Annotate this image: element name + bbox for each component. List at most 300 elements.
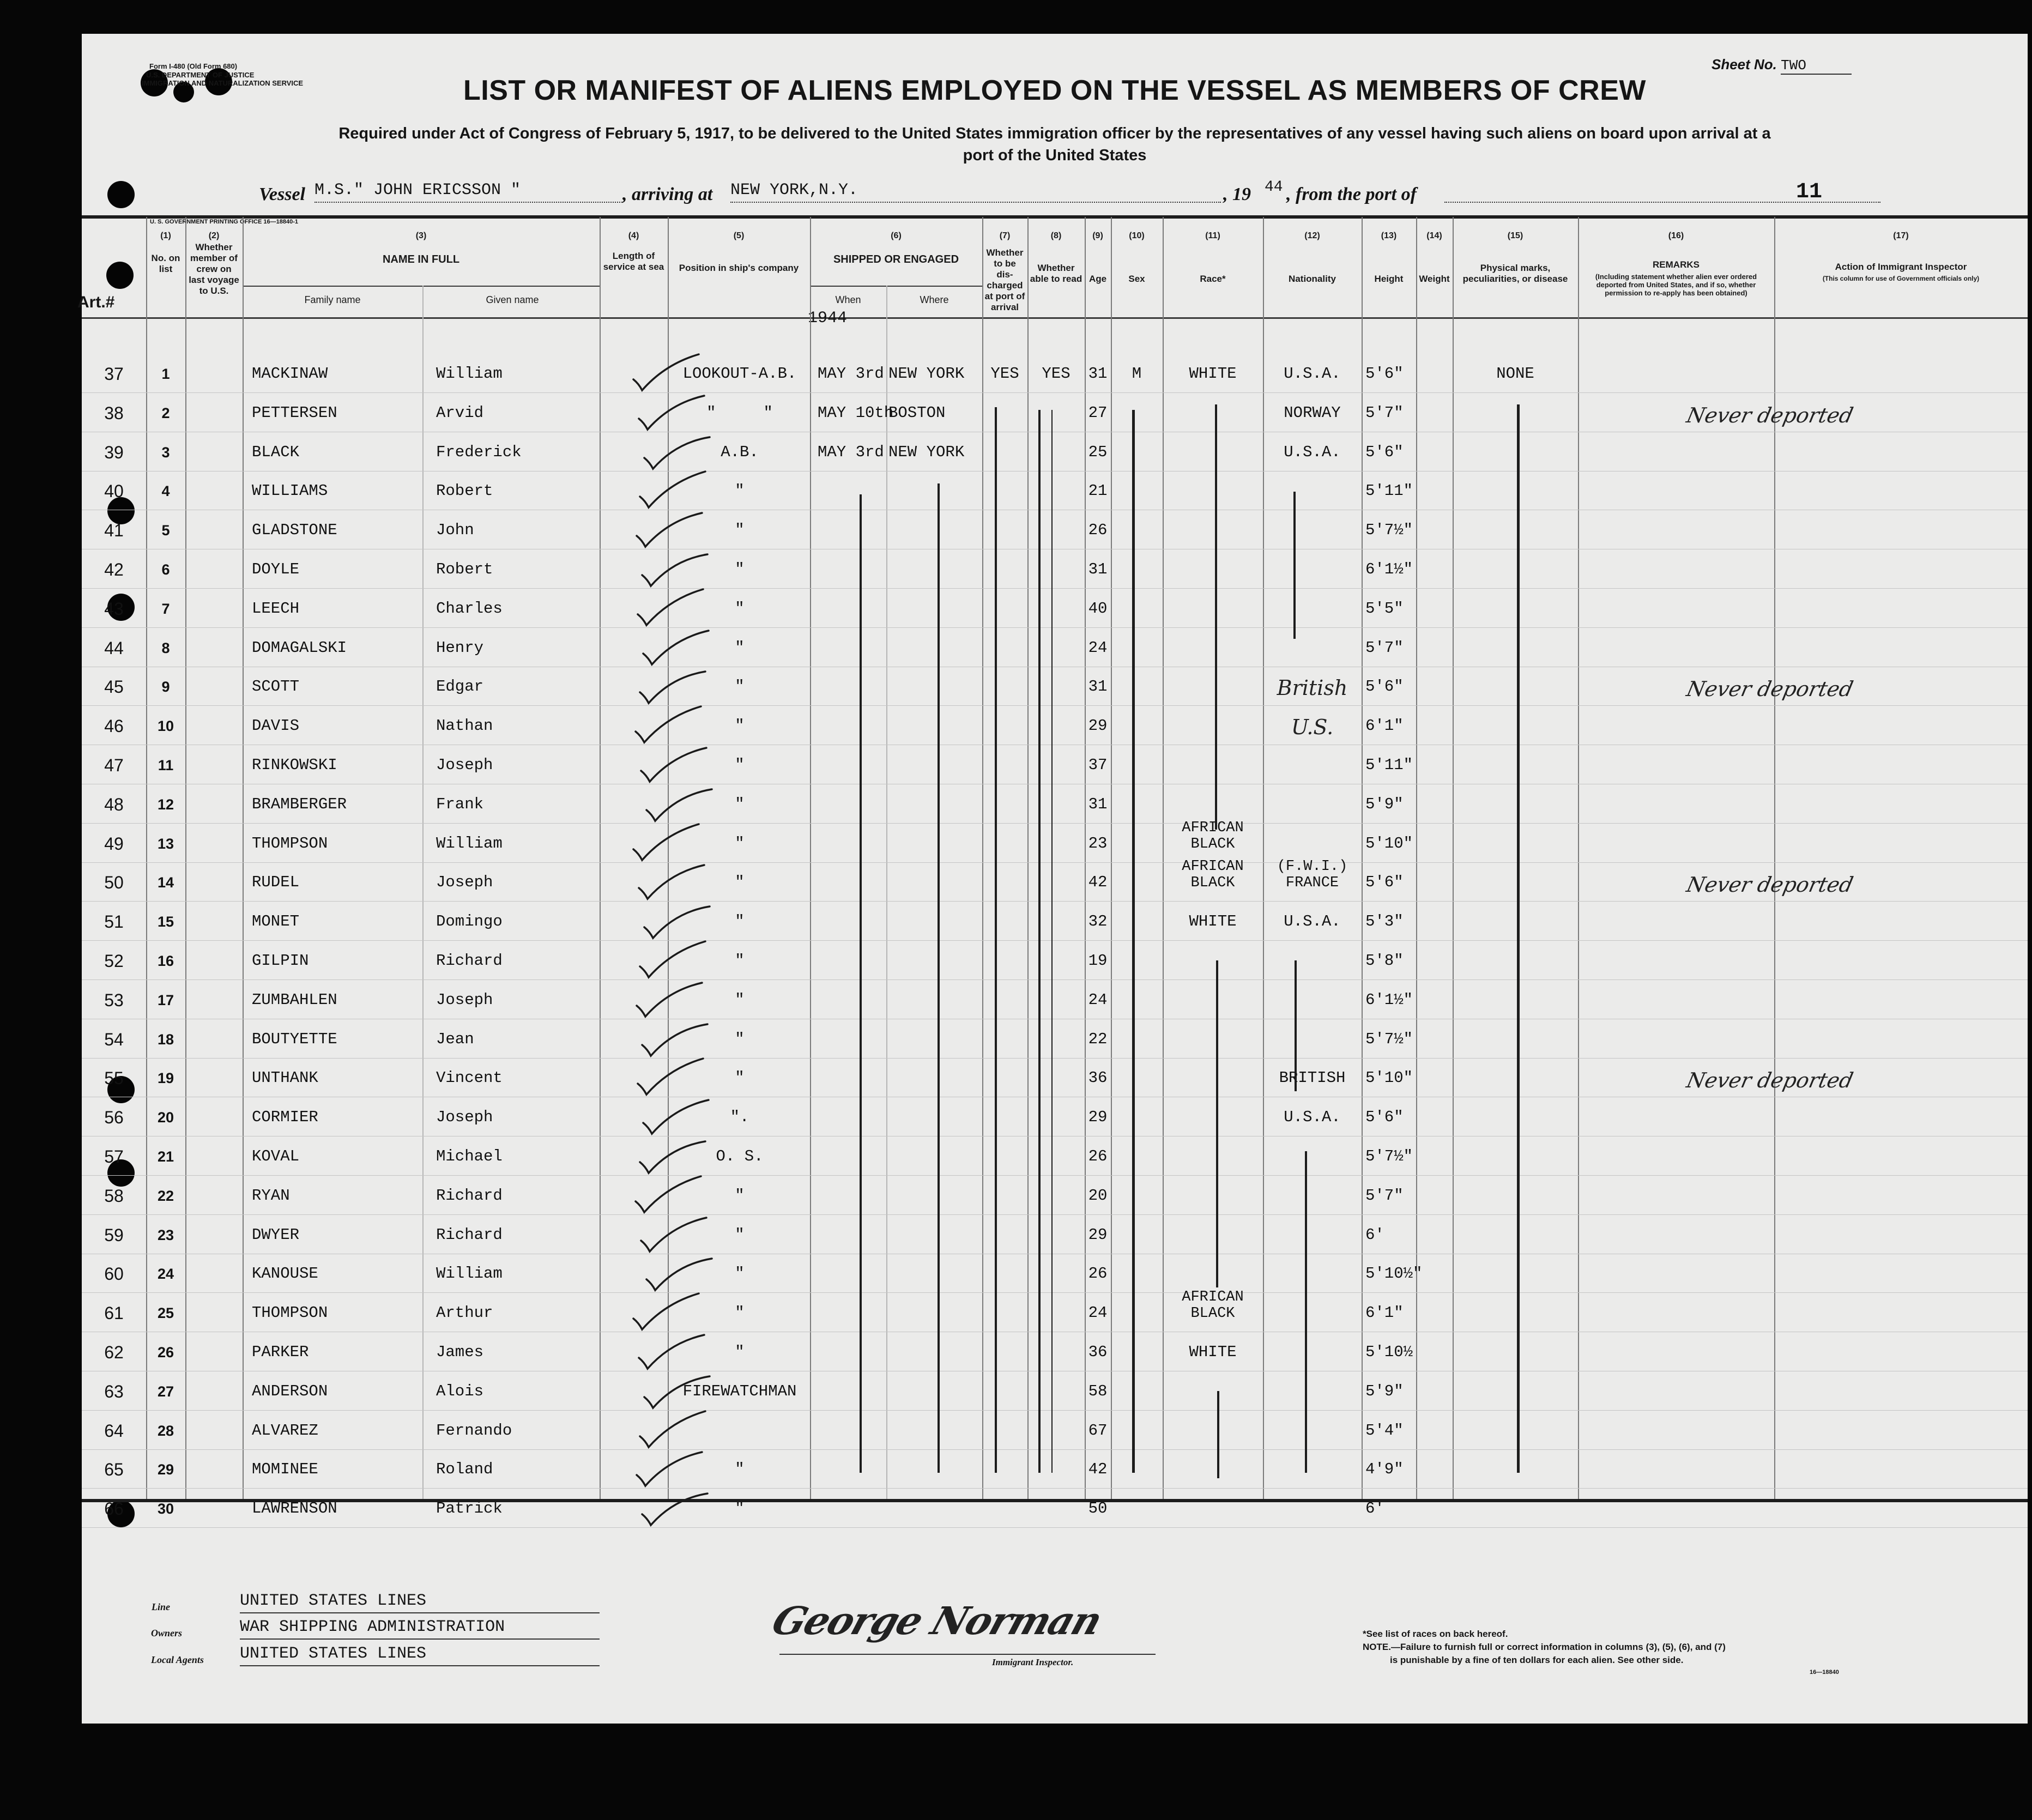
column-subheader: When: [835, 294, 861, 305]
cell-height: 5'5": [1365, 600, 1404, 618]
cell-given: Joseph: [436, 1108, 493, 1126]
cell-given: William: [436, 365, 503, 383]
check-mark-icon: [630, 1097, 712, 1140]
vessel-value: M.S." JOHN ERICSSON ": [315, 181, 622, 203]
cell-age: 29: [1088, 1226, 1108, 1244]
cell-no: 11: [158, 757, 174, 773]
cell-age: 23: [1088, 835, 1108, 852]
cell-height: 5'10": [1365, 835, 1413, 852]
table-row: [82, 1029, 2028, 1068]
cell-race: WHITE: [1189, 365, 1237, 383]
table-row: [82, 989, 2028, 1029]
ditto-mark-read: [1038, 410, 1041, 1473]
cell-art: 39: [104, 443, 124, 462]
inspector-label: Immigrant Inspector.: [992, 1657, 1074, 1667]
cell-position: ".: [730, 1108, 749, 1126]
ditto-mark-marks: [1517, 404, 1520, 1473]
cell-family: RUDEL: [252, 873, 300, 891]
cell-race: WHITE: [1189, 912, 1237, 930]
cell-nationality: NORWAY: [1284, 404, 1341, 422]
check-mark-icon: [633, 901, 715, 945]
cell-height: 5'6": [1365, 443, 1404, 461]
header-bottom-rule: [82, 317, 2028, 319]
check-mark-icon: [627, 470, 709, 514]
cell-position: ": [735, 1226, 745, 1244]
table-row: [82, 1146, 2028, 1185]
column-header: Length of service at sea: [603, 251, 664, 272]
cell-given: William: [436, 1265, 503, 1283]
line-value: UNITED STATES LINES: [240, 1592, 600, 1613]
cell-art: 38: [104, 403, 124, 423]
cell-art: 58: [104, 1186, 124, 1206]
table-row: [82, 363, 2028, 402]
cell-art: 46: [104, 716, 124, 736]
cell-art: 53: [104, 990, 124, 1010]
cell-age: 26: [1088, 1265, 1108, 1283]
cell-age: 22: [1088, 1030, 1108, 1048]
cell-where: BOSTON: [888, 404, 946, 422]
cell-no: 14: [157, 874, 174, 891]
cell-remarks: Never deported: [1684, 1068, 1855, 1092]
table-row: [82, 1420, 2028, 1459]
cell-family: THOMPSON: [252, 835, 328, 852]
cell-position: " ": [706, 404, 773, 422]
cell-position: ": [735, 521, 745, 539]
cell-position: ": [735, 795, 745, 813]
cell-given: Frederick: [436, 443, 522, 461]
ditto-mark-nationality-1: [1293, 492, 1296, 639]
cell-height: 5'7": [1365, 639, 1404, 657]
cell-family: GLADSTONE: [252, 521, 337, 539]
penalty-note-1: NOTE.—Failure to furnish full or correct information in columns (3), (5), (6), and (7): [1363, 1642, 1726, 1652]
form-subtitle-2: port of the United States: [963, 147, 1147, 164]
cell-family: GILPIN: [252, 952, 309, 970]
table-row: [82, 950, 2028, 989]
cell-art: 50: [104, 873, 124, 892]
column-header-note: (This column for use of Government officials only): [1822, 275, 1980, 282]
cell-position: ": [735, 873, 745, 891]
column-header: SHIPPED OR ENGAGED: [833, 253, 959, 265]
cell-family: SCOTT: [252, 678, 300, 696]
cell-height: 5'6": [1365, 873, 1404, 891]
cell-height: 5'6": [1365, 678, 1404, 696]
cell-height: 6'1½": [1365, 560, 1413, 578]
cell-position: ": [735, 952, 745, 970]
cell-given: Vincent: [436, 1069, 503, 1087]
cell-height: 5'7": [1365, 1187, 1404, 1205]
penalty-note-2: is punishable by a fine of ten dollars for each alien. See other side.: [1390, 1655, 1684, 1665]
cell-art: 59: [104, 1225, 124, 1245]
cell-given: Frank: [436, 795, 484, 813]
ditto-mark-race-2: [1216, 960, 1218, 1287]
table-row: [82, 480, 2028, 519]
art-label: Art.#: [77, 293, 115, 311]
cell-family: UNTHANK: [252, 1069, 318, 1087]
cell-height: 5'4": [1365, 1422, 1404, 1440]
cell-remarks: Never deported: [1684, 677, 1855, 701]
cell-art: 65: [104, 1460, 124, 1479]
cell-sex: M: [1132, 365, 1142, 383]
cell-given: Charles: [436, 600, 503, 618]
cell-family: BLACK: [252, 443, 300, 461]
column-number: (5): [733, 231, 745, 240]
ditto-mark-age-bracket: [1051, 410, 1053, 1473]
cell-nationality: U.S.A.: [1284, 443, 1341, 461]
cell-position: O. S.: [716, 1147, 764, 1165]
column-header: Weight: [1419, 274, 1450, 284]
check-mark-icon: [627, 823, 709, 867]
cell-no: 17: [157, 992, 174, 1008]
table-row: [82, 676, 2028, 715]
cell-family: WILLIAMS: [252, 482, 328, 500]
cell-where: NEW YORK: [888, 443, 965, 461]
cell-family: MOMINEE: [252, 1460, 318, 1478]
cell-given: Michael: [436, 1147, 503, 1165]
form-title: LIST OR MANIFEST OF ALIENS EMPLOYED ON THE VESSEL AS MEMBERS OF CREW: [463, 75, 1646, 106]
table-row: [82, 911, 2028, 950]
cell-art: 63: [104, 1382, 124, 1401]
cell-when: MAY 3rd: [818, 443, 884, 461]
check-mark-icon: [630, 745, 712, 788]
cell-family: DOMAGALSKI: [252, 639, 347, 657]
cell-no: 16: [157, 953, 174, 969]
cell-art: 56: [104, 1108, 124, 1127]
cell-no: 8: [161, 640, 170, 656]
cell-given: John: [436, 521, 474, 539]
table-row: [82, 1498, 2028, 1537]
cell-no: 9: [161, 679, 170, 695]
column-header: NAME IN FULL: [382, 253, 460, 265]
cell-no: 30: [157, 1501, 174, 1517]
cell-no: 26: [157, 1344, 174, 1361]
footer-top-rule: [82, 1499, 2028, 1502]
cell-given: Robert: [436, 482, 493, 500]
ditto-mark-race-3: [1217, 1391, 1219, 1478]
column-number: (8): [1050, 231, 1062, 240]
column-number: (7): [999, 231, 1011, 240]
cell-family: ALVAREZ: [252, 1422, 318, 1440]
signature-line: [779, 1654, 1156, 1655]
cell-given: Arvid: [436, 404, 484, 422]
cell-given: Fernando: [436, 1422, 512, 1440]
cell-position: ": [735, 991, 745, 1009]
cell-nationality: U.S.A.: [1284, 912, 1341, 930]
cell-age: 24: [1088, 1304, 1108, 1322]
cell-height: 5'10": [1365, 1069, 1413, 1087]
header-sub-rule-name: [243, 286, 600, 287]
cell-art: 40: [104, 481, 124, 501]
cell-art: 55: [104, 1068, 124, 1088]
table-row: [82, 1067, 2028, 1106]
agents-value: UNITED STATES LINES: [240, 1644, 600, 1666]
cell-family: PETTERSEN: [252, 404, 337, 422]
cell-position: ": [735, 912, 745, 930]
cell-given: Joseph: [436, 756, 493, 774]
cell-family: LEECH: [252, 600, 300, 618]
cell-no: 13: [157, 836, 174, 852]
cell-no: 23: [157, 1227, 174, 1243]
table-row: [82, 559, 2028, 598]
table-row: [82, 1289, 2028, 1341]
cell-family: DWYER: [252, 1226, 300, 1244]
cell-age: 27: [1088, 404, 1108, 422]
column-header: No. on list: [151, 253, 180, 274]
cell-art: 44: [104, 638, 124, 658]
cell-art: 47: [104, 755, 124, 775]
cell-family: CORMIER: [252, 1108, 318, 1126]
cell-no: 20: [157, 1109, 174, 1126]
cell-family: DAVIS: [252, 717, 300, 735]
cell-nationality: U.S.A.: [1284, 365, 1341, 383]
cell-family: PARKER: [252, 1343, 309, 1361]
table-row: [82, 637, 2028, 676]
cell-no: 2: [161, 405, 170, 421]
cell-family: BRAMBERGER: [252, 795, 347, 813]
check-mark-icon: [633, 1019, 715, 1062]
check-mark-icon: [630, 627, 712, 671]
check-mark-icon: [633, 1488, 715, 1532]
ditto-mark-nationality-3: [1305, 1151, 1307, 1473]
column-number: (12): [1304, 231, 1320, 240]
cell-height: 6': [1365, 1226, 1384, 1244]
cell-family: RYAN: [252, 1187, 290, 1205]
cell-age: 42: [1088, 873, 1108, 891]
cell-art: 49: [104, 834, 124, 854]
cell-no: 21: [157, 1148, 174, 1165]
cell-height: 5'10½": [1365, 1265, 1423, 1283]
cell-art: 43: [104, 599, 124, 619]
cell-art: 37: [104, 364, 124, 384]
cell-art: 51: [104, 912, 124, 932]
cell-age: 31: [1088, 560, 1108, 578]
cell-position: ": [735, 1304, 745, 1322]
cell-family: MONET: [252, 912, 300, 930]
cell-age: 26: [1088, 521, 1108, 539]
cell-race: AFRICAN BLACK: [1182, 1289, 1244, 1322]
cell-height: 5'11": [1365, 482, 1413, 500]
cell-no: 22: [157, 1188, 174, 1204]
from-port-label: , from the port of: [1286, 184, 1417, 204]
cell-position: ": [735, 1069, 745, 1087]
printing-office-note: U. S. GOVERNMENT PRINTING OFFICE 16—18840-1: [150, 219, 299, 225]
cell-height: 4'9": [1365, 1460, 1404, 1478]
check-mark-icon: [627, 705, 709, 749]
cell-age: 21: [1088, 482, 1108, 500]
column-number: (11): [1205, 231, 1220, 240]
cell-no: 19: [157, 1070, 174, 1086]
check-mark-icon: [633, 549, 715, 592]
cell-position: ": [735, 717, 745, 735]
cell-art: 42: [104, 560, 124, 579]
check-mark-icon: [633, 1136, 715, 1180]
cell-when: MAY 10th: [818, 404, 894, 422]
cell-no: 12: [157, 796, 174, 813]
cell-family: THOMPSON: [252, 1304, 328, 1322]
cell-age: 32: [1088, 912, 1108, 930]
column-header: Age: [1088, 274, 1107, 284]
check-mark-icon: [627, 1292, 709, 1336]
cell-position: ": [735, 756, 745, 774]
cell-nationality: (F.W.I.) FRANCE: [1277, 858, 1348, 891]
cell-race: WHITE: [1189, 1343, 1237, 1361]
column-header-note: (Including statement whether alien ever ordered deported from United States, and if so, whether permission to re-apply has been obtained): [1595, 273, 1757, 297]
punch-hole: [107, 181, 135, 208]
column-header: Race*: [1200, 274, 1226, 284]
cell-height: 5'7½": [1365, 1147, 1413, 1165]
cell-no: 27: [157, 1383, 174, 1400]
cell-given: Robert: [436, 560, 493, 578]
cell-height: 5'7": [1365, 404, 1404, 422]
table-row: [82, 519, 2028, 559]
form-number: Form I-480 (Old Form 680): [149, 62, 238, 70]
cell-position: ": [735, 560, 745, 578]
check-mark-icon: [630, 392, 712, 436]
column-header: Whether able to read: [1030, 263, 1082, 284]
cell-art: 48: [104, 795, 124, 814]
check-mark-icon: [630, 979, 712, 1023]
cell-height: 5'9": [1365, 1382, 1404, 1400]
check-mark-icon: [627, 940, 709, 984]
cell-art: 66: [104, 1499, 124, 1519]
cell-family: KANOUSE: [252, 1265, 318, 1283]
table-row: [82, 1341, 2028, 1381]
cell-no: 7: [161, 601, 170, 617]
cell-where: NEW YORK: [888, 365, 965, 383]
column-header: Nationality: [1289, 274, 1336, 284]
check-mark-icon: [633, 666, 715, 710]
cell-race: AFRICAN BLACK: [1182, 820, 1244, 852]
cell-age: 58: [1088, 1382, 1108, 1400]
header-sub-rule-shipped: [810, 286, 982, 287]
cell-position: ": [735, 1265, 745, 1283]
year-label: , 19: [1223, 184, 1251, 204]
column-header: Action of Immigrant Inspector: [1835, 262, 1967, 272]
cell-given: Roland: [436, 1460, 493, 1478]
cell-height: 5'9": [1365, 795, 1404, 813]
inspector-signature: George Norman: [766, 1598, 1108, 1643]
table-row: [82, 1185, 2028, 1224]
cell-given: Henry: [436, 639, 484, 657]
cell-remarks: Never deported: [1684, 873, 1855, 897]
table-row: [82, 858, 2028, 911]
cell-age: 36: [1088, 1069, 1108, 1087]
cell-no: 6: [161, 561, 170, 578]
table-row: [82, 1381, 2028, 1420]
service-name: IMMIGRATION AND NATURALIZATION SERVICE: [142, 79, 304, 87]
year-written: 1944: [808, 309, 848, 328]
cell-given: Richard: [436, 1187, 503, 1205]
ditto-mark-when: [860, 494, 862, 1473]
cell-art: 45: [104, 677, 124, 697]
check-mark-icon: [630, 1332, 712, 1375]
column-number: (9): [1092, 231, 1103, 240]
ditto-mark-sex: [1132, 410, 1135, 1473]
cell-given: Richard: [436, 1226, 503, 1244]
column-number: (14): [1426, 231, 1442, 240]
cell-age: 42: [1088, 1460, 1108, 1478]
cell-position: ": [735, 1499, 745, 1517]
vessel-label: Vessel: [259, 184, 305, 204]
cell-no: 25: [157, 1305, 174, 1321]
cell-given: Joseph: [436, 991, 493, 1009]
check-mark-icon: [627, 1410, 709, 1454]
cell-position: ": [735, 1460, 745, 1478]
column-number: (3): [415, 231, 427, 240]
cell-position: A.B.: [721, 443, 759, 461]
cell-nationality: British: [1277, 676, 1348, 700]
cell-given: Arthur: [436, 1304, 493, 1322]
ditto-mark-nationality-2: [1295, 960, 1297, 1091]
cell-nationality: U.S.A.: [1284, 1108, 1341, 1126]
cell-family: LAWRENSON: [252, 1499, 337, 1517]
cell-age: 24: [1088, 639, 1108, 657]
cell-age: 67: [1088, 1422, 1108, 1440]
cell-given: James: [436, 1343, 484, 1361]
cell-given: Edgar: [436, 678, 484, 696]
sheet-number-value: TWO: [1781, 57, 1852, 75]
cell-marks: NONE: [1496, 365, 1534, 383]
cell-family: ZUMBAHLEN: [252, 991, 337, 1009]
cell-nationality: U.S.: [1291, 715, 1334, 739]
cell-height: 6'1½": [1365, 991, 1413, 1009]
cell-art: 64: [104, 1421, 124, 1441]
column-header: Whether member of crew on last voyage to U.S.: [189, 242, 239, 296]
cell-no: 3: [161, 444, 170, 461]
check-mark-icon: [630, 862, 712, 905]
check-mark-icon: [627, 353, 709, 397]
cell-art: 52: [104, 951, 124, 971]
cell-no: 15: [157, 914, 174, 930]
races-note: *See list of races on back hereof.: [1363, 1629, 1508, 1639]
agents-label: Local Agents: [151, 1654, 204, 1665]
column-header: REMARKS: [1653, 259, 1700, 270]
corner-number: 11: [1796, 180, 1823, 204]
cell-no: 24: [157, 1266, 174, 1282]
cell-age: 29: [1088, 1108, 1108, 1126]
cell-age: 36: [1088, 1343, 1108, 1361]
cell-position: ": [735, 482, 745, 500]
cell-no: 10: [157, 718, 174, 734]
cell-art: 62: [104, 1343, 124, 1362]
check-mark-icon: [633, 1253, 715, 1297]
check-mark-icon: [627, 1175, 709, 1219]
cell-art: 41: [104, 521, 124, 540]
cell-art: 60: [104, 1264, 124, 1284]
line-label: Line: [152, 1601, 170, 1612]
cell-given: Richard: [436, 952, 503, 970]
check-mark-icon: [633, 432, 715, 475]
table-row: [82, 1263, 2028, 1302]
cell-height: 6'1": [1365, 717, 1404, 735]
column-header: Height: [1374, 274, 1404, 284]
cell-position: ": [735, 600, 745, 618]
cell-nationality: BRITISH: [1279, 1069, 1346, 1087]
column-subheader: Given name: [486, 294, 539, 305]
column-header: Sex: [1128, 274, 1145, 284]
cell-position: ": [735, 1030, 745, 1048]
cell-age: 31: [1088, 678, 1108, 696]
cell-age: 29: [1088, 717, 1108, 735]
cell-no: 28: [157, 1423, 174, 1439]
column-header: Position in ship's company: [679, 263, 799, 273]
cell-position: LOOKOUT-A.B.: [682, 365, 797, 383]
cell-position: ": [735, 639, 745, 657]
cell-age: 31: [1088, 365, 1108, 383]
cell-age: 26: [1088, 1147, 1108, 1165]
table-top-rule: [82, 215, 2028, 219]
year-value: 44: [1265, 179, 1283, 196]
check-mark-icon: [627, 588, 709, 632]
